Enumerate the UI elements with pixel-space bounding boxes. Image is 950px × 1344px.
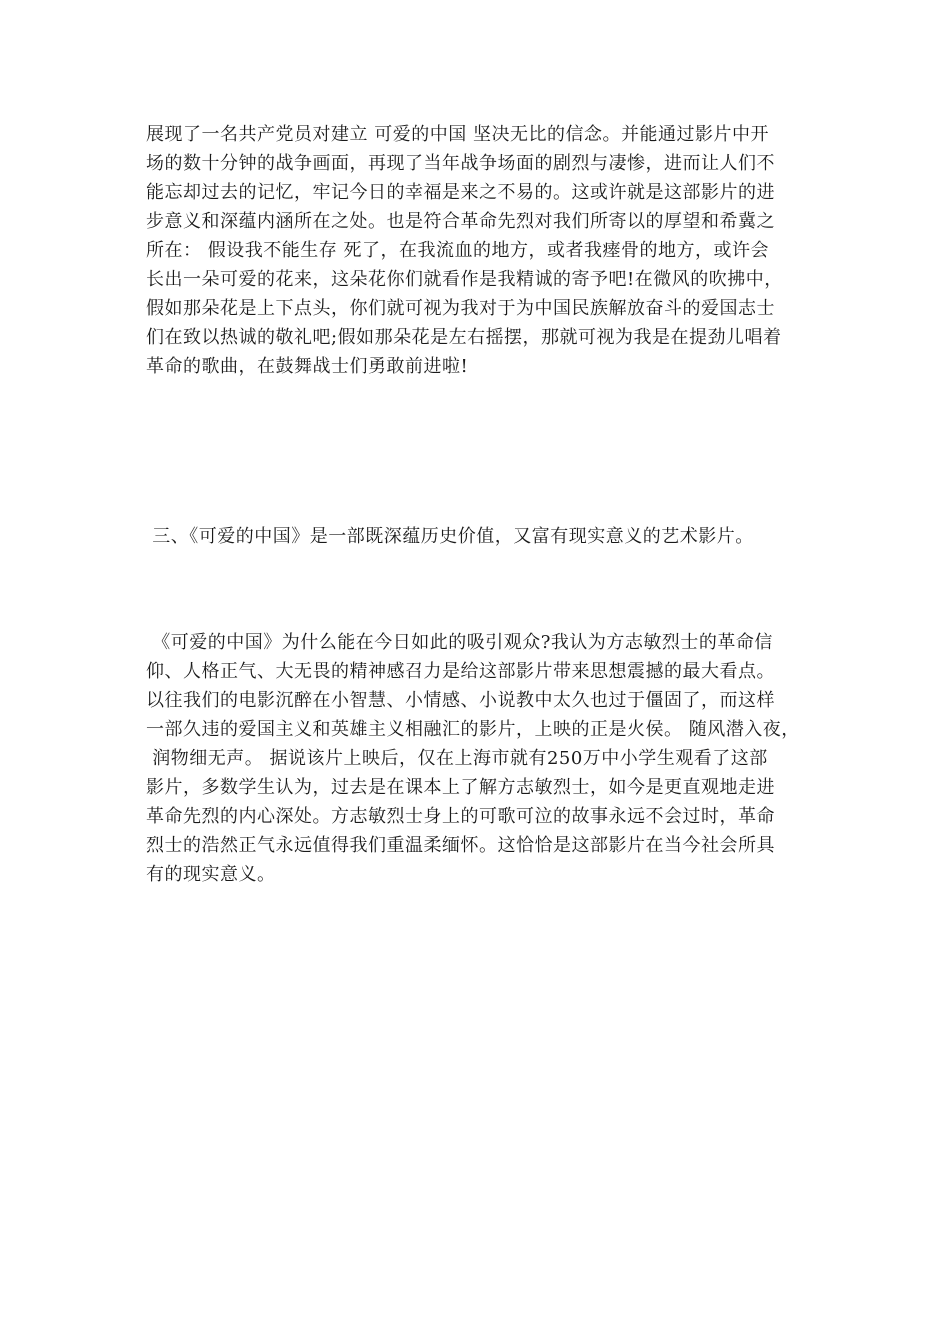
text-line: 仰、人格正气、大无畏的精神感召力是给这部影片带来思想震撼的最大看点。: [146, 661, 775, 682]
text-line: 所在： 假设我不能生存 死了，在我流血的地方，或者我瘗骨的地方，或许会: [146, 240, 769, 261]
heading-line: 三、《可爱的中国》是一部既深蕴历史价值，又富有现实意义的艺术影片。: [146, 526, 754, 547]
text-line: 《可爱的中国》为什么能在今日如此的吸引观众?我认为方志敏烈士的革命信: [146, 632, 773, 653]
text-line: 一部久违的爱国主义和英雄主义相融汇的影片，上映的正是火侯。 随风潜入夜，: [146, 719, 800, 740]
text-line: 展现了一名共产党员对建立 可爱的中国 坚决无比的信念。并能通过影片中开: [146, 124, 769, 145]
text-line: 长出一朵可爱的花来，这朵花你们就看作是我精诚的寄予吧!在微风的吹拂中，: [146, 269, 783, 290]
paragraph-belief: [146, 120, 846, 381]
section-heading: [146, 522, 846, 551]
paragraph-significance: [146, 628, 846, 889]
text-line: 场的数十分钟的战争画面，再现了当年战争场面的剧烈与凄惨，进而让人们不: [146, 153, 775, 174]
text-line: 烈士的浩然正气永远值得我们重温柔缅怀。这恰恰是这部影片在当今社会所具: [146, 835, 775, 856]
text-line: 革命先烈的内心深处。方志敏烈士身上的可歌可泣的故事永远不会过时，革命: [146, 806, 775, 827]
text-line: 能忘却过去的记忆，牢记今日的幸福是来之不易的。这或许就是这部影片的进: [146, 182, 775, 203]
text-line: 润物细无声。 据说该片上映后，仅在上海市就有250万中小学生观看了这部: [146, 748, 768, 769]
text-line: 以往我们的电影沉醉在小智慧、小情感、小说教中太久也过于僵固了，而这样: [146, 690, 775, 711]
text-line: 步意义和深蕴内涵所在之处。也是符合革命先烈对我们所寄以的厚望和希冀之: [146, 211, 775, 232]
text-line: 有的现实意义。: [146, 864, 276, 885]
text-line: 假如那朵花是上下点头，你们就可视为我对于为中国民族解放奋斗的爱国志士: [146, 298, 775, 319]
text-line: 们在致以热诚的敬礼吧;假如那朵花是左右摇摆，那就可视为我是在提劲儿唱着: [146, 327, 782, 348]
text-line: 影片，多数学生认为，过去是在课本上了解方志敏烈士，如今是更直观地走进: [146, 777, 775, 798]
text-line: 革命的歌曲，在鼓舞战士们勇敢前进啦!: [146, 356, 469, 377]
